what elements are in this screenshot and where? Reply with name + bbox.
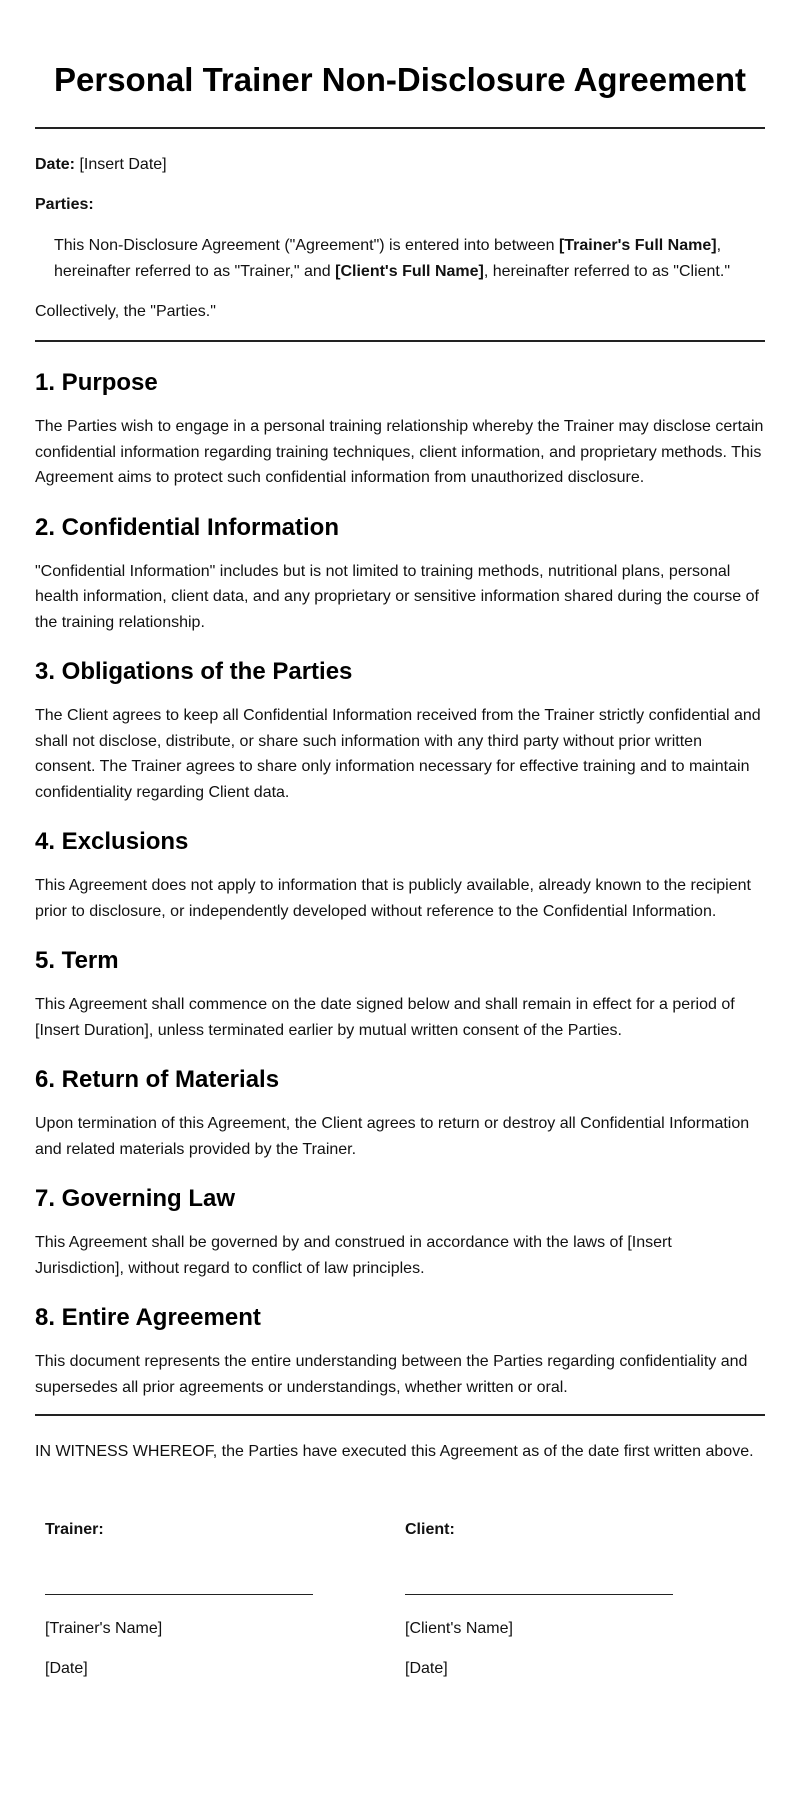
client-name-placeholder: [Client's Full Name] <box>335 262 484 280</box>
trainer-signature-line <box>45 1594 313 1595</box>
witness-statement: IN WITNESS WHEREOF, the Parties have executed this Agreement as of the date first written above. <box>35 1443 754 1460</box>
client-signature-block <box>405 1518 765 1681</box>
section-entire-agreement <box>35 1303 765 1400</box>
body-divider <box>35 1414 765 1416</box>
section-governing-law <box>35 1184 765 1281</box>
parties-label-text: Parties: <box>35 196 94 213</box>
parties-statement <box>35 233 765 284</box>
trainer-date: [Date] <box>45 1660 88 1677</box>
section-body: "Confidential Information" includes but is not limited to training methods, nutritional plans, personal health information, client data, and any proprietary or sensitive information shared during the course of the training relationship. <box>35 562 759 631</box>
section-heading: 8. Entire Agreement <box>35 1304 261 1331</box>
section-heading: 3. Obligations of the Parties <box>35 658 353 685</box>
title-divider <box>35 127 765 129</box>
client-signature-line <box>405 1594 673 1595</box>
trainer-label: Trainer: <box>45 1521 104 1538</box>
trainer-signature-block <box>45 1518 405 1681</box>
signature-area <box>35 1518 765 1681</box>
section-heading: 1. Purpose <box>35 369 158 396</box>
document-title: Personal Trainer Non-Disclosure Agreement <box>54 61 746 98</box>
section-body: Upon termination of this Agreement, the Client agrees to return or destroy all Confidential Information and related materials provided by the Trainer. <box>35 1115 750 1158</box>
parties-label <box>35 193 765 217</box>
header-divider <box>35 340 765 342</box>
section-heading: 7. Governing Law <box>35 1185 236 1212</box>
section-body: This document represents the entire understanding between the Parties regarding confidentiality and supersedes all prior agreements or understandings, whether written or oral. <box>35 1353 748 1396</box>
section-return-of-materials <box>35 1065 765 1162</box>
section-body: This Agreement shall be governed by and construed in accordance with the laws of [Insert Jurisdiction], without regard to conflict of law principles. <box>35 1234 672 1277</box>
section-heading: 5. Term <box>35 947 119 974</box>
parties-end: , hereinafter referred to as "Client." <box>483 262 730 280</box>
client-name: [Client's Name] <box>405 1620 513 1637</box>
parties-intro: This Non-Disclosure Agreement ("Agreement") is entered into between <box>54 237 559 254</box>
client-date: [Date] <box>405 1660 448 1677</box>
collectively-line: Collectively, the "Parties." <box>35 303 216 320</box>
date-label: Date: <box>35 156 76 173</box>
section-heading: 6. Return of Materials <box>35 1066 280 1093</box>
section-confidential-information <box>35 513 765 636</box>
client-label: Client: <box>405 1521 455 1538</box>
section-heading: 2. Confidential Information <box>35 513 339 541</box>
date-value: [Insert Date] <box>79 156 167 173</box>
section-body: This Agreement does not apply to information that is publicly available, already known to the recipient prior to disclosure, or independently developed without reference to the Confidential Information. <box>35 877 751 920</box>
parties-mid: , hereinafter referred to as "Trainer," and <box>54 237 722 280</box>
section-heading: 4. Exclusions <box>35 828 189 855</box>
section-exclusions <box>35 827 765 924</box>
section-obligations <box>35 657 765 805</box>
section-term <box>35 946 765 1043</box>
section-body: This Agreement shall commence on the date signed below and shall remain in effect for a period of [Insert Duration], unless terminated earlier by mutual written consent of the Parties. <box>35 996 735 1039</box>
section-purpose <box>35 368 765 491</box>
section-body: The Parties wish to engage in a personal training relationship whereby the Trainer may disclose certain confidential information regarding training techniques, client information, and proprietary methods. This Agreement aims to protect such confidential information from unauthorized disclosure. <box>35 418 764 486</box>
trainer-name-placeholder: [Trainer's Full Name] <box>558 237 717 254</box>
date-line <box>35 153 765 177</box>
section-body: The Client agrees to keep all Confidential Information received from the Trainer strictly confidential and shall not disclose, distribute, or share such information with any third party without prior written consent. The Trainer agrees to share only information necessary for effective training and to maintain confidentiality regarding Client data. <box>35 707 761 801</box>
trainer-name: [Trainer's Name] <box>45 1620 163 1637</box>
